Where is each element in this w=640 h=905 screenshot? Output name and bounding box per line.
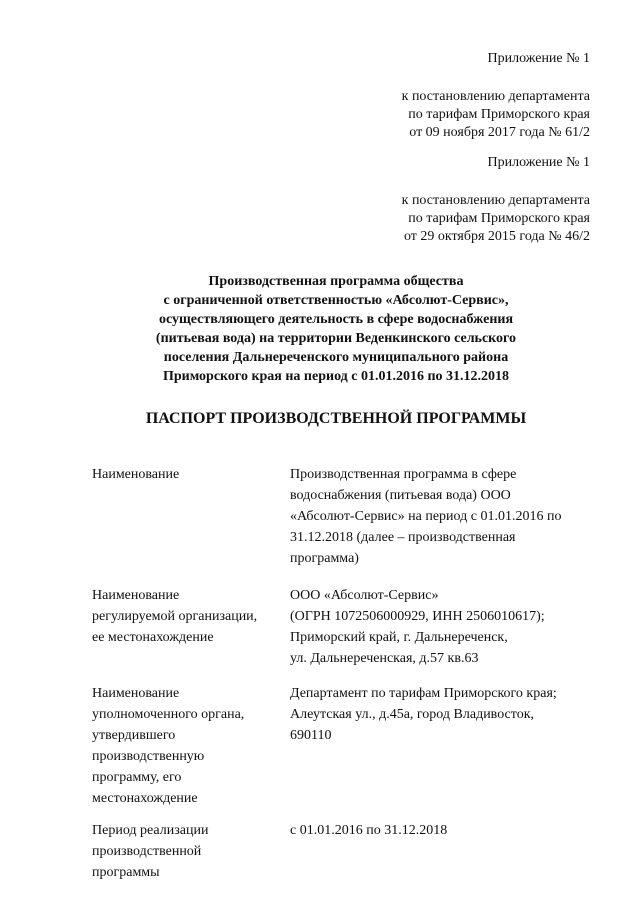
- row-label: [92, 585, 282, 648]
- title-line: (питьевая вода) на территории Веденкинского сельского: [155, 331, 517, 346]
- row-value: [290, 683, 610, 746]
- title-line: поселения Дальнереченского муниципального района: [163, 350, 509, 365]
- title-line: Производственная программа общества: [208, 274, 464, 289]
- program-title: [60, 272, 612, 386]
- value-line: ООО «Абсолют-Сервис»: [290, 588, 439, 603]
- row-value: [290, 820, 610, 841]
- label-line: программу, его: [92, 770, 182, 785]
- title-line: с ограниченной ответственностью «Абсолют-Сервис»,: [163, 293, 509, 308]
- label-line: производственной: [92, 844, 202, 859]
- appendix-line: по тарифам Приморского края: [408, 211, 590, 226]
- value-line: 31.12.2018 (далее – производственная: [290, 530, 516, 545]
- value-line: ул. Дальнереченская, д.57 кв.63: [290, 651, 479, 666]
- title-line: Приморского края на период с 01.01.2016 по 31.12.2018: [162, 369, 510, 384]
- label-line: Наименование: [92, 467, 180, 482]
- value-line: Алеутская ул., д.45а, город Владивосток,: [290, 707, 534, 722]
- label-line: производственную: [92, 749, 205, 764]
- row-label: [92, 820, 282, 883]
- value-line: программа): [290, 551, 359, 566]
- label-line: программы: [92, 865, 160, 880]
- label-line: местонахождение: [92, 791, 198, 806]
- label-line: ее местонахождение: [92, 630, 214, 645]
- value-line: «Абсолют-Сервис» на период с 01.01.2016 по: [290, 509, 562, 524]
- row-label: [92, 464, 282, 485]
- row-value: [290, 585, 610, 669]
- value-line: Приморский край, г. Дальнереченск,: [290, 630, 508, 645]
- appendix-line: к постановлению департамента: [401, 89, 590, 104]
- appendix-block-1: [402, 50, 590, 142]
- row-value: [290, 464, 610, 569]
- value-line: Департамент по тарифам Приморского края;: [290, 686, 557, 701]
- label-line: регулируемой организации,: [92, 609, 258, 624]
- value-line: 690110: [290, 728, 332, 743]
- value-line: с 01.01.2016 по 31.12.2018: [290, 823, 448, 838]
- appendix-line: по тарифам Приморского края: [408, 107, 590, 122]
- passport-heading: ПАСПОРТ ПРОИЗВОДСТВЕННОЙ ПРОГРАММЫ: [145, 410, 527, 427]
- appendix-block-2: [402, 154, 590, 246]
- row-label: [92, 683, 282, 809]
- value-line: Производственная программа в сфере: [290, 467, 517, 482]
- appendix-heading: Приложение № 1: [487, 51, 590, 66]
- value-line: (ОГРН 1072506000929, ИНН 2506010617);: [290, 609, 545, 624]
- label-line: уполномоченного органа,: [92, 707, 245, 722]
- label-line: Период реализации: [92, 823, 209, 838]
- appendix-line: от 09 ноября 2017 года № 61/2: [409, 125, 590, 140]
- appendix-line: от 29 октября 2015 года № 46/2: [403, 229, 590, 244]
- appendix-heading: Приложение № 1: [487, 155, 590, 170]
- title-line: осуществляющего деятельность в сфере водоснабжения: [158, 312, 514, 327]
- label-line: утвердившего: [92, 728, 176, 743]
- value-line: водоснабжения (питьевая вода) ООО: [290, 488, 511, 503]
- label-line: Наименование: [92, 686, 180, 701]
- label-line: Наименование: [92, 588, 180, 603]
- appendix-line: к постановлению департамента: [401, 193, 590, 208]
